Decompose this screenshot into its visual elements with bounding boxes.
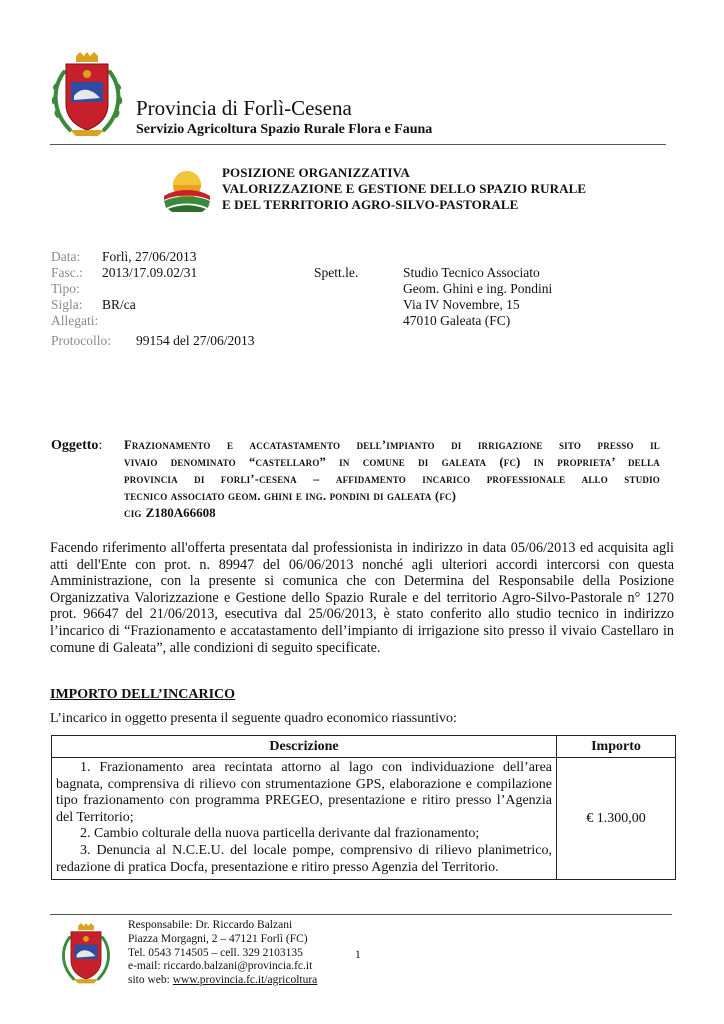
footer-crest-logo <box>58 922 114 986</box>
recipient-line-3: Via IV Novembre, 15 <box>403 297 520 312</box>
province-name: Provincia di Forlì-Cesena <box>136 96 352 120</box>
list-item: 1. Frazionamento area recintata attorno al lago con individuazione dell’area bagnata, comprensiva di rilievo con strumentazione GPS, elaborazione e compilazione tipo frazionamento con programma PREGEO, presentazione e ritiro presso l’Agenzia del Territorio; <box>56 760 552 825</box>
protocollo-value: 99154 del 27/06/2013 <box>136 333 255 348</box>
footer-address: Piazza Morgagni, 2 – 47121 Forlì (FC) <box>128 932 308 945</box>
page-number: 1 <box>355 949 361 961</box>
cig-value: Z180A66608 <box>145 505 216 520</box>
footer-divider <box>50 914 672 915</box>
col-descrizione: Descrizione <box>52 736 557 758</box>
description-cell <box>52 758 557 880</box>
footer-web-label: sito web: <box>128 974 173 987</box>
rural-space-logo <box>162 168 212 212</box>
data-value: Forlì, 27/06/2013 <box>102 249 197 264</box>
cig-wrap <box>124 504 216 522</box>
oggetto-line-4: tecnico associato geom. ghini e ing. pondini di galeata (fc) <box>124 489 457 503</box>
footer-email: e-mail: riccardo.balzani@provincia.fc.it <box>128 960 313 973</box>
oggetto-line-3: provincia di forli’-cesena – affidamento incarico professionale allo studio <box>124 472 660 486</box>
oggetto-colon: : <box>98 438 103 453</box>
recipient-line-2: Geom. Ghini e ing. Pondini <box>403 281 553 296</box>
header-divider <box>50 144 666 145</box>
oggetto-label: Oggetto <box>51 438 99 453</box>
service-name: Servizio Agricoltura Spazio Rurale Flora e Fauna <box>136 122 433 137</box>
province-crest-logo <box>48 52 126 138</box>
sigla-label: Sigla: <box>51 297 83 312</box>
protocollo-label: Protocollo: <box>51 333 111 348</box>
po-line-2: VALORIZZAZIONE E GESTIONE DELLO SPAZIO RURALE <box>222 181 587 196</box>
fasc-value: 2013/17.09.02/31 <box>102 265 198 280</box>
list-item: 3. Denuncia al N.C.E.U. del locale pompe, comprensivo di rilievo planimetrico, redazione di pratica Docfa, presentazione e ritiro presso Agenzia del Territorio. <box>56 842 552 875</box>
tipo-label: Tipo: <box>51 281 80 296</box>
footer-web-link[interactable]: www.provincia.fc.it/agricoltura <box>172 974 318 987</box>
importo-intro: L’incarico in oggetto presenta il seguente quadro economico riassuntivo: <box>50 711 457 726</box>
footer-phone: Tel. 0543 714505 – cell. 329 2103135 <box>128 946 303 959</box>
recipient-line-1: Studio Tecnico Associato <box>403 265 540 280</box>
body-paragraph: Facendo riferimento all'offerta presentata dal professionista in indirizzo in data 05/06/2013 ed acquisita agli atti dell'Ente con prot. n. 89947 del 06/06/2013 nonché agli ulteriori accordi intercorsi con questa Amministrazione, con la presente si comunica che con Determina del Responsabile della Posizione Organizzativa Valorizzazione e Gestione dello Spazio Rurale e del territorio Agro-Silvo-Pastorale n° 1270 prot. 96647 del 21/06/2013, esecutiva dal 25/06/2013, è stato conferito allo studio tecnico in indirizzo l’incarico di “Frazionamento e accatastamento dell’impianto di irrigazione sito presso il vivaio Castellaro in comune di Galeata”, alle condizioni di seguito specificate. <box>50 540 674 656</box>
sigla-value: BR/ca <box>102 297 136 312</box>
table-header-row <box>52 736 676 758</box>
economic-table <box>51 735 676 880</box>
footer-responsabile: Responsabile: Dr. Riccardo Balzani <box>128 919 293 931</box>
data-label: Data: <box>51 249 81 264</box>
recipient-label: Spett.le. <box>314 265 359 280</box>
po-line-3: E DEL TERRITORIO AGRO-SILVO-PASTORALE <box>222 197 519 212</box>
oggetto-line-1: Frazionamento e accatastamento dell’impianto di irrigazione sito presso il <box>124 438 660 452</box>
fasc-label: Fasc.: <box>51 265 83 280</box>
allegati-label: Allegati: <box>51 313 99 328</box>
footer-block <box>128 919 317 988</box>
list-item: 2. Cambio colturale della nuova particella derivante dal frazionamento; <box>80 826 480 842</box>
oggetto-label-wrap <box>51 438 102 454</box>
amount-cell: € 1.300,00 <box>557 758 676 880</box>
oggetto-line-2: vivaio denominato “castellaro” in comune di galeata (fc) in proprieta’ della <box>124 455 660 469</box>
cig-label: cig <box>124 506 142 520</box>
footer-web <box>128 974 317 988</box>
table-row <box>52 758 676 880</box>
importo-section-title: IMPORTO DELL’INCARICO <box>50 687 236 702</box>
recipient-line-4: 47010 Galeata (FC) <box>403 313 511 328</box>
po-line-1: POSIZIONE ORGANIZZATIVA <box>222 165 410 180</box>
col-importo: Importo <box>557 736 676 758</box>
